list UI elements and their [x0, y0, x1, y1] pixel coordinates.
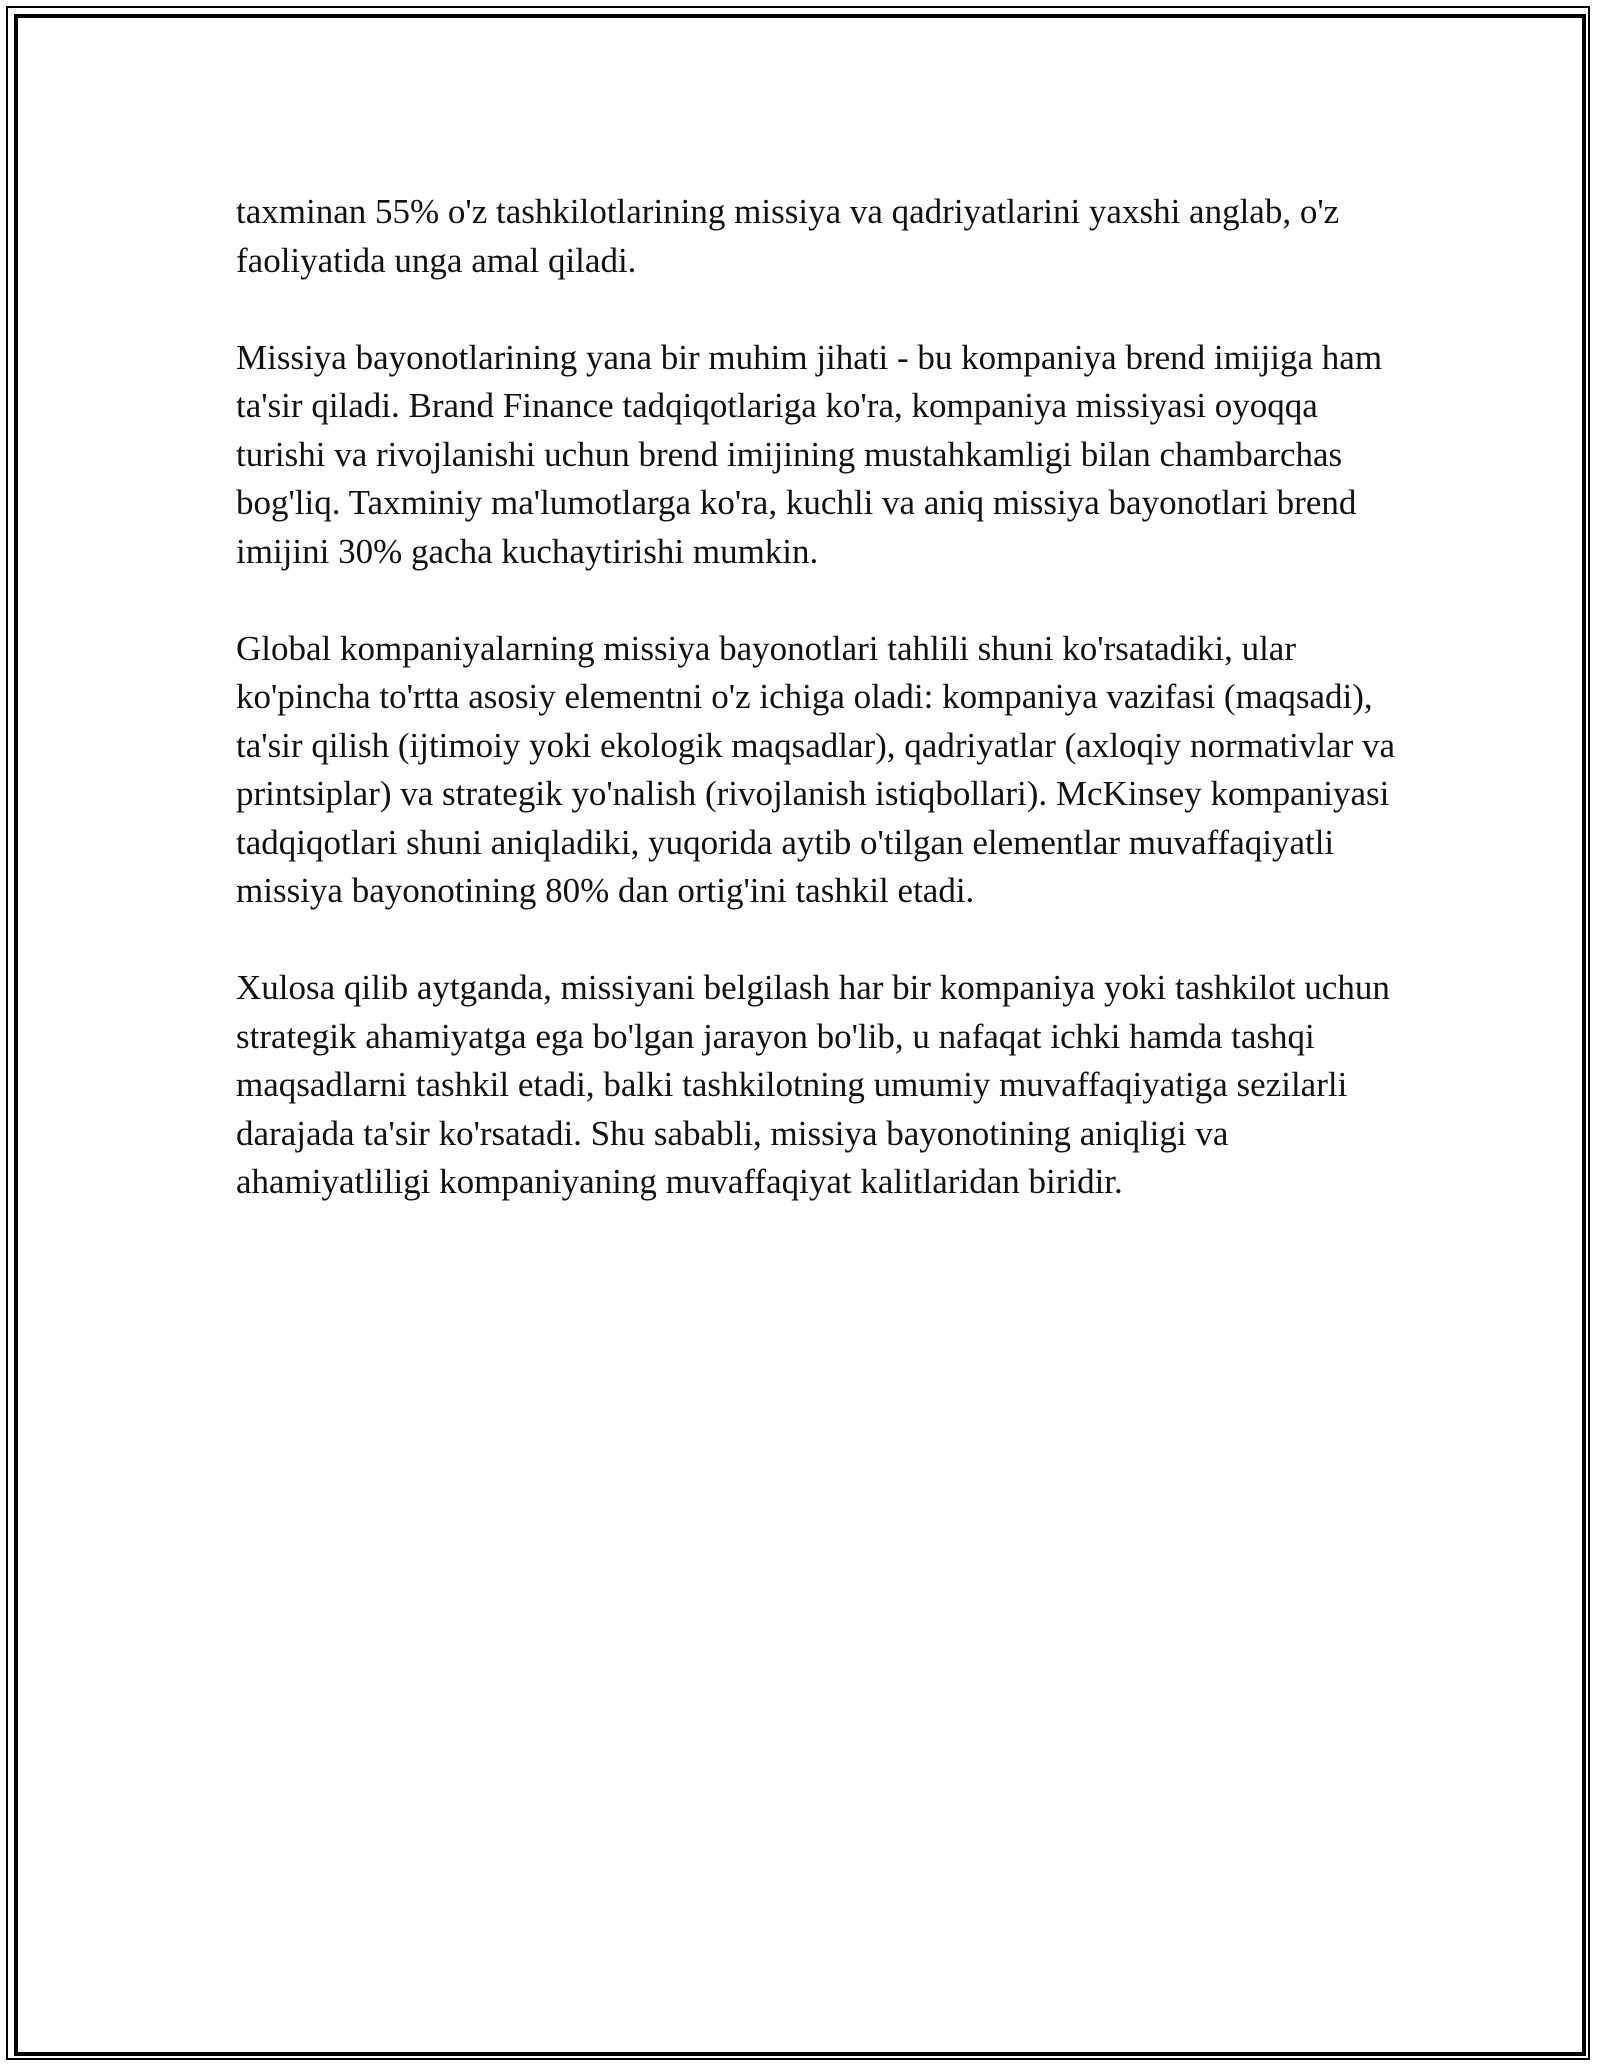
paragraph-4: Xulosa qilib aytganda, missiyani belgilash har bir kompaniya yoki tashkilot uchun strategik ahamiyatga ega bo'lgan jarayon bo'lib, u nafaqat ichki hamda tashqi maqsadlarni tashkil etadi, balki tashkilotning umumiy muvaffaqiyatiga sezilarli darajada ta'sir ko'rsatadi. Shu sababli, missiya bayonotining aniqligi va ahamiyatliligi kompaniyaning muvaffaqiyat kalitlaridan biridir.	[236, 968, 1390, 1201]
paragraph-2: Missiya bayonotlarining yana bir muhim jihati - bu kompaniya brend imijiga ham ta'sir qiladi. Brand Finance tadqiqotlariga ko'ra, kompaniya missiyasi oyoqqa turishi va rivojlanishi uchun brend imijining mustahkamligi bilan chambarchas bog'liq. Taxminiy ma'lumotlarga ko'ra, kuchli va aniq missiya bayonotlari brend imijini 30% gacha kuchaytirishi mumkin.	[236, 337, 1383, 571]
paragraph-1: taxminan 55% o'z tashkilotlarining missiya va qadriyatlarini yaxshi anglab, o'z faoliyatida unga amal qiladi.	[236, 192, 1340, 280]
paragraph-3: Global kompaniyalarning missiya bayonotlari tahlili shuni ko'rsatadiki, ular ko'pincha to'rtta asosiy elementni o'z ichiga oladi: kompaniya vazifasi (maqsadi), ta'sir qilish (ijtimoiy yoki ekologik maqsadlar), qadriyatlar (axloqiy normativlar va printsiplar) va strategik yo'nalish (rivojlanish istiqbollari). McKinsey kompaniyasi tadqiqotlari shuni aniqladiki, yuqorida aytib o'tilgan elementlar muvaffaqiyatli missiya bayonotining 80% dan ortig'ini tashkil etadi.	[236, 628, 1396, 910]
document-body	[236, 188, 1396, 1255]
